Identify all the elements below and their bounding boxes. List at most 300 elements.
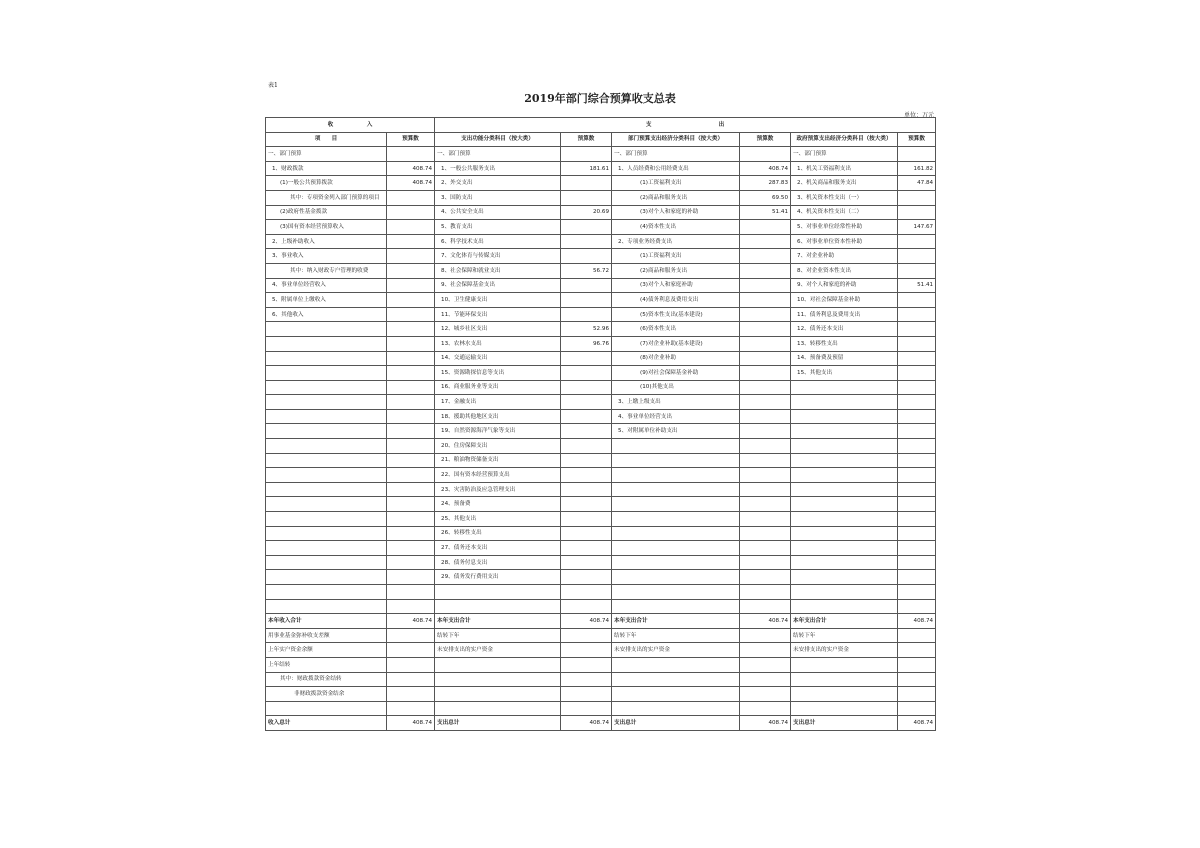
budget-cell [561, 234, 612, 249]
item-cell [435, 687, 561, 702]
item-cell [266, 395, 387, 410]
budget-cell [561, 453, 612, 468]
budget-cell [898, 541, 936, 556]
item-cell: (1)工资福利支出 [612, 176, 740, 191]
item-cell: 12、债务还本支出 [791, 322, 898, 337]
table-row [266, 147, 936, 162]
header-row-top [266, 118, 936, 133]
table-row [266, 205, 936, 220]
budget-cell [561, 497, 612, 512]
item-cell: 结转下年 [435, 628, 561, 643]
budget-cell [387, 439, 435, 454]
table-row [266, 220, 936, 235]
budget-cell [387, 468, 435, 483]
budget-cell: 408.74 [387, 176, 435, 191]
budget-cell [387, 643, 435, 658]
table-footer [266, 614, 936, 629]
budget-cell [387, 453, 435, 468]
item-cell: 15、资源勘探信息等支出 [435, 366, 561, 381]
budget-cell [898, 643, 936, 658]
item-cell [266, 409, 387, 424]
item-cell: 其中：财政拨款资金结转 [266, 672, 387, 687]
budget-cell [898, 263, 936, 278]
item-cell [791, 497, 898, 512]
budget-cell [387, 190, 435, 205]
item-cell: 1、一般公共服务支出 [435, 161, 561, 176]
budget-cell [387, 293, 435, 308]
item-cell: 21、粮油物资储备支出 [435, 453, 561, 468]
item-cell [791, 468, 898, 483]
budget-cell [561, 672, 612, 687]
item-cell: 未安排支出的实户资金 [791, 643, 898, 658]
item-cell [266, 468, 387, 483]
budget-cell [740, 293, 791, 308]
budget-cell [561, 278, 612, 293]
table-row [266, 351, 936, 366]
budget-cell [561, 628, 612, 643]
budget-cell [740, 336, 791, 351]
budget-cell [898, 336, 936, 351]
table-label: 表1 [268, 82, 278, 89]
item-cell: 其中：纳入财政专户管理的收费 [266, 263, 387, 278]
budget-cell [898, 497, 936, 512]
budget-cell [898, 234, 936, 249]
budget-cell [387, 322, 435, 337]
item-cell [612, 439, 740, 454]
table-row [266, 176, 936, 191]
budget-cell [561, 293, 612, 308]
item-cell: (2)商品和服务支出 [612, 190, 740, 205]
item-cell: (5)资本性支出(基本建设) [612, 307, 740, 322]
item-cell [791, 672, 898, 687]
budget-cell [740, 395, 791, 410]
budget-cell [561, 643, 612, 658]
table-row [266, 249, 936, 264]
budget-cell [740, 585, 791, 600]
budget-cell [387, 497, 435, 512]
table-row [266, 366, 936, 381]
table-row [266, 599, 936, 614]
item-cell [612, 541, 740, 556]
table-row [266, 322, 936, 337]
table-row [266, 278, 936, 293]
item-cell: 20、住房保障支出 [435, 439, 561, 454]
budget-cell [387, 701, 435, 716]
budget-cell [740, 249, 791, 264]
budget-cell: 56.72 [561, 263, 612, 278]
budget-cell [898, 439, 936, 454]
budget-cell [898, 570, 936, 585]
item-cell: 28、债务付息支出 [435, 555, 561, 570]
item-cell [791, 409, 898, 424]
item-cell: 2、上级补助收入 [266, 234, 387, 249]
table-row [266, 453, 936, 468]
budget-cell [561, 585, 612, 600]
item-cell [266, 439, 387, 454]
budget-cell [387, 512, 435, 527]
expense-header: 支 出 [435, 118, 936, 133]
budget-cell: 47.84 [898, 176, 936, 191]
item-cell: (8)对企业补助 [612, 351, 740, 366]
item-cell: 7、文化体育与传媒支出 [435, 249, 561, 264]
item-cell: (3)对个人和家庭的补助 [612, 205, 740, 220]
budget-cell [740, 526, 791, 541]
item-cell: 4、事业单位经营支出 [612, 409, 740, 424]
item-cell [612, 497, 740, 512]
budget-cell [740, 307, 791, 322]
item-cell: 8、社会保障和就业支出 [435, 263, 561, 278]
budget-cell [387, 555, 435, 570]
income-header: 收 入 [266, 118, 435, 133]
income-total-value: 408.74 [387, 716, 435, 731]
budget-cell [740, 468, 791, 483]
item-cell [266, 570, 387, 585]
item-cell: (2)商品和服务支出 [612, 263, 740, 278]
budget-cell [740, 643, 791, 658]
item-cell [266, 322, 387, 337]
budget-cell [898, 205, 936, 220]
grand-total-row [266, 716, 936, 731]
item-cell [612, 526, 740, 541]
item-cell [266, 336, 387, 351]
budget-cell [561, 249, 612, 264]
budget-cell [898, 482, 936, 497]
budget-header: 预算数 [898, 132, 936, 147]
item-cell: 17、金融支出 [435, 395, 561, 410]
item-cell [612, 468, 740, 483]
item-cell: (4)债务利息及费用支出 [612, 293, 740, 308]
carry-row [266, 672, 936, 687]
table-row [266, 424, 936, 439]
budget-cell [740, 482, 791, 497]
budget-cell [740, 234, 791, 249]
item-cell [791, 526, 898, 541]
budget-cell [898, 249, 936, 264]
item-cell: (6)资本性支出 [612, 322, 740, 337]
budget-cell [740, 147, 791, 162]
budget-cell [561, 570, 612, 585]
item-cell [612, 555, 740, 570]
budget-cell [387, 351, 435, 366]
budget-cell [561, 220, 612, 235]
budget-cell [387, 657, 435, 672]
item-cell [266, 585, 387, 600]
grand-total-section [266, 716, 936, 731]
year-income-label: 本年收入合计 [266, 614, 387, 629]
unit-label: 单位：万元 [903, 112, 934, 119]
item-cell: 5、对事业单位经常性补助 [791, 220, 898, 235]
item-cell [435, 599, 561, 614]
page-title: 2019年部门综合预算收支总表 [524, 92, 676, 105]
item-cell [612, 482, 740, 497]
item-cell: (10)其他支出 [612, 380, 740, 395]
budget-cell [387, 234, 435, 249]
table-row [266, 336, 936, 351]
item-cell [791, 395, 898, 410]
budget-cell: 181.61 [561, 161, 612, 176]
year-expense-label: 本年支出合计 [435, 614, 561, 629]
item-cell: 5、对附属单位补助支出 [612, 424, 740, 439]
budget-cell [561, 380, 612, 395]
budget-cell [898, 424, 936, 439]
budget-cell [387, 687, 435, 702]
table-row [266, 541, 936, 556]
table-row [266, 468, 936, 483]
budget-cell [898, 585, 936, 600]
item-cell: 24、预备费 [435, 497, 561, 512]
item-cell [612, 672, 740, 687]
item-cell [266, 380, 387, 395]
item-cell: 一、部门预算 [435, 147, 561, 162]
budget-cell [561, 701, 612, 716]
budget-cell [740, 628, 791, 643]
budget-cell [387, 278, 435, 293]
budget-cell [561, 190, 612, 205]
budget-cell [387, 599, 435, 614]
budget-cell [387, 482, 435, 497]
table-row [266, 161, 936, 176]
item-cell: 13、转移性支出 [791, 336, 898, 351]
item-cell: 1、人员经费和公用经费支出 [612, 161, 740, 176]
item-cell [435, 585, 561, 600]
item-cell [612, 453, 740, 468]
item-cell [791, 687, 898, 702]
carry-row [266, 628, 936, 643]
item-cell [791, 701, 898, 716]
item-cell: 12、城乡社区支出 [435, 322, 561, 337]
table-row [266, 555, 936, 570]
item-cell: 4、事业单位经营收入 [266, 278, 387, 293]
item-cell: (1)一般公共预算拨款 [266, 176, 387, 191]
budget-cell [561, 687, 612, 702]
item-cell [435, 657, 561, 672]
table-row [266, 307, 936, 322]
income-total-label: 收入总计 [266, 716, 387, 731]
table-row [266, 395, 936, 410]
item-cell [612, 657, 740, 672]
budget-cell [561, 512, 612, 527]
item-cell [266, 366, 387, 381]
item-cell: 18、援助其他地区支出 [435, 409, 561, 424]
budget-cell [740, 599, 791, 614]
item-cell: (2)政府性基金拨款 [266, 205, 387, 220]
item-cell [266, 599, 387, 614]
item-cell: 1、机关工资福利支出 [791, 161, 898, 176]
item-cell [791, 657, 898, 672]
budget-cell [561, 424, 612, 439]
gov-header: 政府预算支出经济分类科目（按大类） [791, 132, 898, 147]
item-cell: 9、对个人和家庭的补助 [791, 278, 898, 293]
budget-cell: 96.76 [561, 336, 612, 351]
budget-cell [740, 672, 791, 687]
budget-table [265, 117, 936, 731]
budget-cell [387, 395, 435, 410]
budget-cell [898, 657, 936, 672]
item-cell: 10、卫生健康支出 [435, 293, 561, 308]
budget-header: 预算数 [387, 132, 435, 147]
item-cell [266, 351, 387, 366]
table-row [266, 439, 936, 454]
expense-total-value: 408.74 [898, 716, 936, 731]
budget-cell: 147.67 [898, 220, 936, 235]
item-cell: 其中：专项资金列入部门预算的项目 [266, 190, 387, 205]
item-cell: 3、上缴上级支出 [612, 395, 740, 410]
budget-cell [740, 220, 791, 235]
budget-cell [561, 541, 612, 556]
item-cell: 23、灾害防治及应急管理支出 [435, 482, 561, 497]
budget-cell [561, 439, 612, 454]
table-row [266, 263, 936, 278]
item-cell [612, 599, 740, 614]
budget-cell [561, 657, 612, 672]
item-cell: 5、附属单位上缴收入 [266, 293, 387, 308]
item-cell: 9、社会保障基金支出 [435, 278, 561, 293]
item-cell: 未安排支出的实户资金 [435, 643, 561, 658]
budget-cell [898, 628, 936, 643]
item-cell [612, 585, 740, 600]
item-cell [266, 497, 387, 512]
item-cell [791, 599, 898, 614]
dept-header: 部门预算支出经济分类科目（按大类） [612, 132, 740, 147]
budget-cell [387, 424, 435, 439]
budget-cell: 51.41 [740, 205, 791, 220]
item-cell: 5、教育支出 [435, 220, 561, 235]
item-cell: 19、自然资源海洋气象等支出 [435, 424, 561, 439]
item-cell: 6、对事业单位资本性补助 [791, 234, 898, 249]
item-cell [612, 512, 740, 527]
item-cell [791, 482, 898, 497]
budget-cell [387, 249, 435, 264]
item-cell: 一、部门预算 [266, 147, 387, 162]
budget-cell [740, 453, 791, 468]
budget-cell: 287.83 [740, 176, 791, 191]
item-cell: 1、财政拨款 [266, 161, 387, 176]
budget-cell: 408.74 [387, 161, 435, 176]
budget-cell: 20.69 [561, 205, 612, 220]
year-total-row [266, 614, 936, 629]
budget-cell: 51.41 [898, 278, 936, 293]
item-cell: 11、债务利息及费用支出 [791, 307, 898, 322]
item-cell: (9)对社会保障基金补助 [612, 366, 740, 381]
budget-cell [740, 512, 791, 527]
item-cell: 上年结转 [266, 657, 387, 672]
budget-cell [387, 526, 435, 541]
item-header: 项 目 [266, 132, 387, 147]
item-cell: 4、机关资本性支出（二） [791, 205, 898, 220]
budget-cell [898, 351, 936, 366]
carry-row [266, 657, 936, 672]
item-cell [266, 512, 387, 527]
budget-cell [561, 409, 612, 424]
item-cell: (3)国有资本经营预算收入 [266, 220, 387, 235]
budget-cell: 52.96 [561, 322, 612, 337]
budget-cell [898, 468, 936, 483]
budget-cell [387, 307, 435, 322]
budget-cell [740, 570, 791, 585]
budget-cell [561, 468, 612, 483]
year-expense-label: 本年支出合计 [612, 614, 740, 629]
year-income-value: 408.74 [387, 614, 435, 629]
table-row [266, 482, 936, 497]
budget-cell [740, 263, 791, 278]
budget-cell [740, 687, 791, 702]
carry-row [266, 643, 936, 658]
budget-cell [387, 409, 435, 424]
item-cell [612, 570, 740, 585]
budget-cell [387, 570, 435, 585]
item-cell: 结转下年 [612, 628, 740, 643]
year-expense-label: 本年支出合计 [791, 614, 898, 629]
budget-cell [387, 541, 435, 556]
budget-cell [561, 526, 612, 541]
item-cell [612, 687, 740, 702]
item-cell [791, 541, 898, 556]
table-row [266, 570, 936, 585]
item-cell [791, 585, 898, 600]
budget-cell [898, 555, 936, 570]
budget-cell [561, 351, 612, 366]
budget-cell [898, 293, 936, 308]
item-cell: 6、其他收入 [266, 307, 387, 322]
item-cell [266, 555, 387, 570]
item-cell: 14、预备费及预留 [791, 351, 898, 366]
item-cell [266, 701, 387, 716]
item-cell: 10、对社会保障基金补助 [791, 293, 898, 308]
budget-cell [898, 395, 936, 410]
year-expense-value: 408.74 [898, 614, 936, 629]
item-cell: 结转下年 [791, 628, 898, 643]
table-row [266, 190, 936, 205]
table-row [266, 512, 936, 527]
budget-cell: 69.50 [740, 190, 791, 205]
item-cell: 8、对企业资本性支出 [791, 263, 898, 278]
item-cell [791, 439, 898, 454]
item-cell [266, 453, 387, 468]
item-cell: 3、事业收入 [266, 249, 387, 264]
budget-cell [561, 366, 612, 381]
item-cell [266, 482, 387, 497]
expense-total-label: 支出总计 [791, 716, 898, 731]
budget-cell [898, 687, 936, 702]
item-cell: 11、节能环保支出 [435, 307, 561, 322]
item-cell: 用事业基金弥补收支差额 [266, 628, 387, 643]
item-cell [791, 424, 898, 439]
table-row [266, 526, 936, 541]
budget-cell [740, 278, 791, 293]
table-row [266, 234, 936, 249]
expense-total-value: 408.74 [740, 716, 791, 731]
item-cell [266, 526, 387, 541]
item-cell: 一、部门预算 [791, 147, 898, 162]
budget-cell [740, 409, 791, 424]
item-cell [266, 541, 387, 556]
item-cell: (4)资本性支出 [612, 220, 740, 235]
table-row [266, 585, 936, 600]
item-cell [791, 512, 898, 527]
budget-cell [387, 585, 435, 600]
item-cell: 4、公共安全支出 [435, 205, 561, 220]
budget-cell [561, 482, 612, 497]
item-cell: (7)对企业补助(基本建设) [612, 336, 740, 351]
table-row [266, 497, 936, 512]
budget-cell [561, 147, 612, 162]
budget-cell [387, 380, 435, 395]
item-cell: 16、商业服务业等支出 [435, 380, 561, 395]
table-body [266, 147, 936, 614]
table-row [266, 409, 936, 424]
budget-cell [898, 307, 936, 322]
budget-cell [740, 322, 791, 337]
